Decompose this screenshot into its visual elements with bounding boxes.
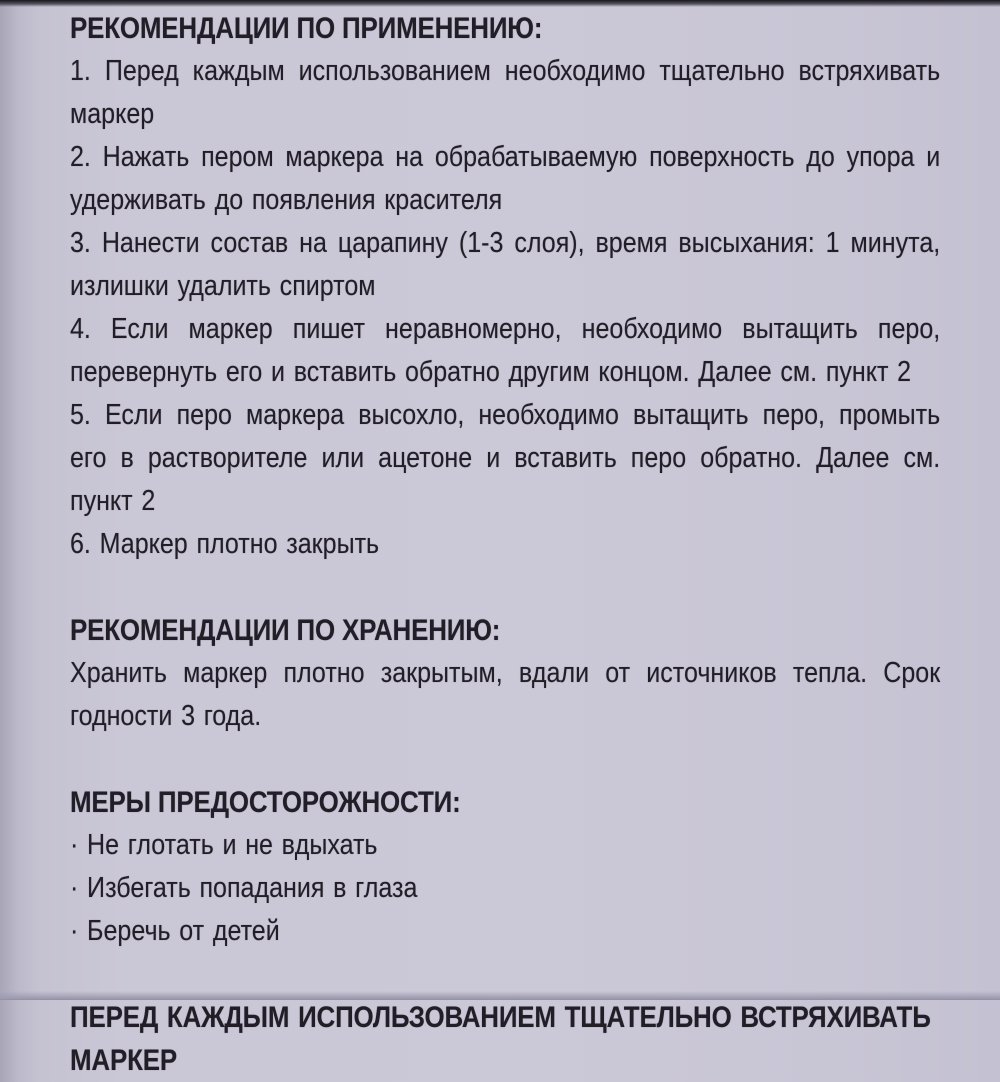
usage-item-3: 3. Нанести состав на царапину (1-3 слоя), время высыхания: 1 минута, излишки удалить спиртом [70,227,941,302]
storage-text: Хранить маркер плотно закрытым, вдали от источников тепла. Срок годности 3 года. [70,657,941,732]
usage-item-1: 1. Перед каждым использованием необходимо тщательно встряхивать маркер [70,55,941,130]
precaution-item-1: · Не глотать и не вдыхать [70,829,378,861]
section-precautions [70,781,940,953]
storage-heading: РЕКОМЕНДАЦИИ ПО ХРАНЕНИЮ: [70,614,501,647]
usage-item-4: 4. Если маркер пишет неравномерно, необходимо вытащить перо, перевернуть его и вставить обратно другим концом. Далее см. пункт 2 [70,313,941,388]
usage-item-6: 6. Маркер плотно закрыть [70,528,380,560]
usage-item-2: 2. Нажать пером маркера на обрабатываемую поверхность до упора и удерживать до появления красителя [70,141,941,216]
usage-item-5: 5. Если перо маркера высохло, необходимо вытащить перо, промыть его в растворителе или ацетоне и вставить перо обратно. Далее см. пункт 2 [70,399,941,517]
precautions-heading: МЕРЫ ПРЕДОСТОРОЖНОСТИ: [70,786,461,819]
photo-top-edge-shadow [0,0,1000,7]
precaution-item-2: · Избегать попадания в глаза [70,872,418,904]
instruction-label [70,7,940,1082]
usage-heading: РЕКОМЕНДАЦИИ ПО ПРИМЕНЕНИЮ: [70,12,543,45]
shake-warning-text: ПЕРЕД КАЖДЫМ ИСПОЛЬЗОВАНИЕМ ТЩАТЕЛЬНО ВСТРЯХИВАТЬ МАРКЕР [70,1001,931,1077]
section-usage [70,7,940,566]
section-storage [70,609,940,738]
precaution-item-3: · Беречь от детей [70,915,280,947]
photo-bottom-edge-shadow [0,991,1000,1000]
